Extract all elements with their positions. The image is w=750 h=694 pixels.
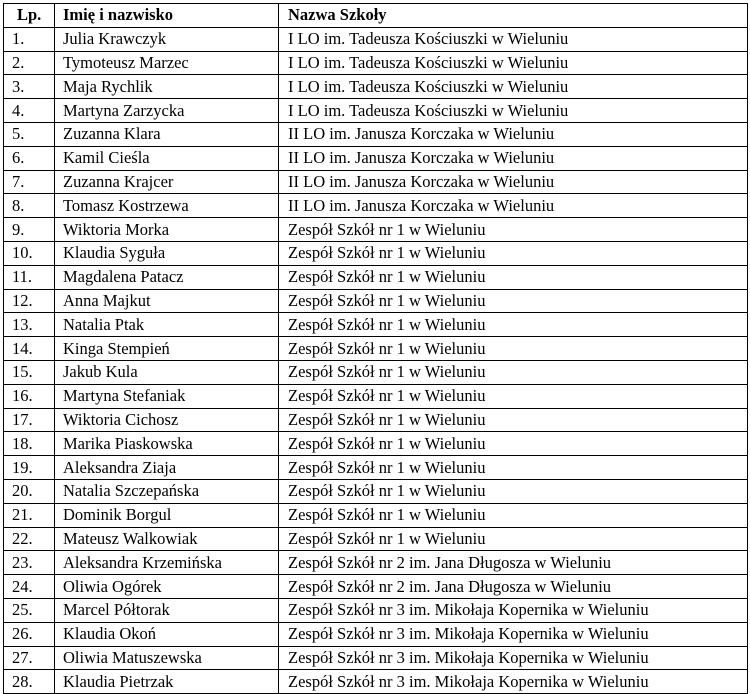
table-row <box>4 670 748 694</box>
row-lp: 21. <box>4 503 55 527</box>
row-school: Zespół Szkół nr 3 im. Mikołaja Kopernika w Wieluniu <box>279 622 748 646</box>
header-name: Imię i nazwisko <box>55 4 279 28</box>
row-lp: 3. <box>4 75 55 99</box>
row-lp: 13. <box>4 313 55 337</box>
row-school: Zespół Szkół nr 1 w Wieluniu <box>279 289 748 313</box>
row-name: Klaudia Okoń <box>55 622 279 646</box>
row-name: Martyna Stefaniak <box>55 384 279 408</box>
row-name: Oliwia Ogórek <box>55 575 279 599</box>
row-lp: 6. <box>4 146 55 170</box>
table-row <box>4 598 748 622</box>
table-row <box>4 170 748 194</box>
student-school-table <box>3 3 748 694</box>
row-name: Magdalena Patacz <box>55 265 279 289</box>
row-school: Zespół Szkół nr 1 w Wieluniu <box>279 265 748 289</box>
row-school: I LO im. Tadeusza Kościuszki w Wieluniu <box>279 27 748 51</box>
row-name: Anna Majkut <box>55 289 279 313</box>
row-name: Klaudia Syguła <box>55 241 279 265</box>
row-school: Zespół Szkół nr 1 w Wieluniu <box>279 337 748 361</box>
table-row <box>4 313 748 337</box>
row-school: Zespół Szkół nr 1 w Wieluniu <box>279 503 748 527</box>
table-row <box>4 503 748 527</box>
row-name: Dominik Borgul <box>55 503 279 527</box>
row-lp: 18. <box>4 432 55 456</box>
row-name: Oliwia Matuszewska <box>55 646 279 670</box>
row-school: Zespół Szkół nr 1 w Wieluniu <box>279 479 748 503</box>
row-school: Zespół Szkół nr 1 w Wieluniu <box>279 241 748 265</box>
row-lp: 20. <box>4 479 55 503</box>
row-school: Zespół Szkół nr 3 im. Mikołaja Kopernika w Wieluniu <box>279 598 748 622</box>
header-lp: Lp. <box>4 4 55 28</box>
table-row <box>4 622 748 646</box>
table-row <box>4 360 748 384</box>
table-row <box>4 432 748 456</box>
row-school: Zespół Szkół nr 1 w Wieluniu <box>279 218 748 242</box>
row-name: Wiktoria Morka <box>55 218 279 242</box>
row-lp: 14. <box>4 337 55 361</box>
table-row <box>4 146 748 170</box>
table-row <box>4 384 748 408</box>
row-school: Zespół Szkół nr 1 w Wieluniu <box>279 384 748 408</box>
row-lp: 4. <box>4 99 55 123</box>
row-lp: 16. <box>4 384 55 408</box>
row-name: Jakub Kula <box>55 360 279 384</box>
row-name: Marika Piaskowska <box>55 432 279 456</box>
row-school: Zespół Szkół nr 1 w Wieluniu <box>279 360 748 384</box>
table-row <box>4 408 748 432</box>
table-row <box>4 194 748 218</box>
row-lp: 1. <box>4 27 55 51</box>
row-school: Zespół Szkół nr 1 w Wieluniu <box>279 408 748 432</box>
row-name: Mateusz Walkowiak <box>55 527 279 551</box>
row-lp: 24. <box>4 575 55 599</box>
table-row <box>4 27 748 51</box>
row-name: Wiktoria Cichosz <box>55 408 279 432</box>
row-lp: 19. <box>4 456 55 480</box>
table-row <box>4 575 748 599</box>
row-name: Aleksandra Krzemińska <box>55 551 279 575</box>
row-name: Kinga Stempień <box>55 337 279 361</box>
row-school: II LO im. Janusza Korczaka w Wieluniu <box>279 122 748 146</box>
row-name: Zuzanna Krajcer <box>55 170 279 194</box>
row-lp: 22. <box>4 527 55 551</box>
row-name: Aleksandra Ziaja <box>55 456 279 480</box>
row-name: Zuzanna Klara <box>55 122 279 146</box>
table-row <box>4 122 748 146</box>
row-name: Tomasz Kostrzewa <box>55 194 279 218</box>
row-lp: 10. <box>4 241 55 265</box>
row-name: Julia Krawczyk <box>55 27 279 51</box>
row-lp: 5. <box>4 122 55 146</box>
row-school: I LO im. Tadeusza Kościuszki w Wieluniu <box>279 75 748 99</box>
row-name: Natalia Szczepańska <box>55 479 279 503</box>
row-lp: 2. <box>4 51 55 75</box>
row-lp: 12. <box>4 289 55 313</box>
header-school: Nazwa Szkoły <box>279 4 748 28</box>
table-row <box>4 289 748 313</box>
row-school: Zespół Szkół nr 1 w Wieluniu <box>279 456 748 480</box>
table-body <box>4 27 748 693</box>
row-school: Zespół Szkół nr 2 im. Jana Długosza w Wieluniu <box>279 551 748 575</box>
row-lp: 28. <box>4 670 55 694</box>
table-row <box>4 337 748 361</box>
table-header <box>4 4 748 28</box>
table-row <box>4 75 748 99</box>
table-row <box>4 99 748 123</box>
row-lp: 27. <box>4 646 55 670</box>
table-row <box>4 527 748 551</box>
row-name: Klaudia Pietrzak <box>55 670 279 694</box>
row-name: Marcel Półtorak <box>55 598 279 622</box>
table-row <box>4 218 748 242</box>
row-lp: 17. <box>4 408 55 432</box>
row-name: Natalia Ptak <box>55 313 279 337</box>
row-school: I LO im. Tadeusza Kościuszki w Wieluniu <box>279 51 748 75</box>
row-school: Zespół Szkół nr 1 w Wieluniu <box>279 527 748 551</box>
row-name: Maja Rychlik <box>55 75 279 99</box>
row-school: II LO im. Janusza Korczaka w Wieluniu <box>279 146 748 170</box>
row-lp: 26. <box>4 622 55 646</box>
row-name: Kamil Cieśla <box>55 146 279 170</box>
row-lp: 8. <box>4 194 55 218</box>
table-row <box>4 479 748 503</box>
header-row <box>4 4 748 28</box>
table-row <box>4 51 748 75</box>
row-lp: 9. <box>4 218 55 242</box>
table-row <box>4 241 748 265</box>
table-row <box>4 646 748 670</box>
row-school: II LO im. Janusza Korczaka w Wieluniu <box>279 170 748 194</box>
row-lp: 7. <box>4 170 55 194</box>
row-school: I LO im. Tadeusza Kościuszki w Wieluniu <box>279 99 748 123</box>
row-school: Zespół Szkół nr 3 im. Mikołaja Kopernika w Wieluniu <box>279 646 748 670</box>
row-school: II LO im. Janusza Korczaka w Wieluniu <box>279 194 748 218</box>
table-row <box>4 456 748 480</box>
row-lp: 23. <box>4 551 55 575</box>
row-school: Zespół Szkół nr 1 w Wieluniu <box>279 432 748 456</box>
row-school: Zespół Szkół nr 1 w Wieluniu <box>279 313 748 337</box>
row-school: Zespół Szkół nr 3 im. Mikołaja Kopernika w Wieluniu <box>279 670 748 694</box>
row-school: Zespół Szkół nr 2 im. Jana Długosza w Wieluniu <box>279 575 748 599</box>
table-row <box>4 265 748 289</box>
row-lp: 25. <box>4 598 55 622</box>
row-name: Tymoteusz Marzec <box>55 51 279 75</box>
table-row <box>4 551 748 575</box>
row-name: Martyna Zarzycka <box>55 99 279 123</box>
row-lp: 11. <box>4 265 55 289</box>
row-lp: 15. <box>4 360 55 384</box>
